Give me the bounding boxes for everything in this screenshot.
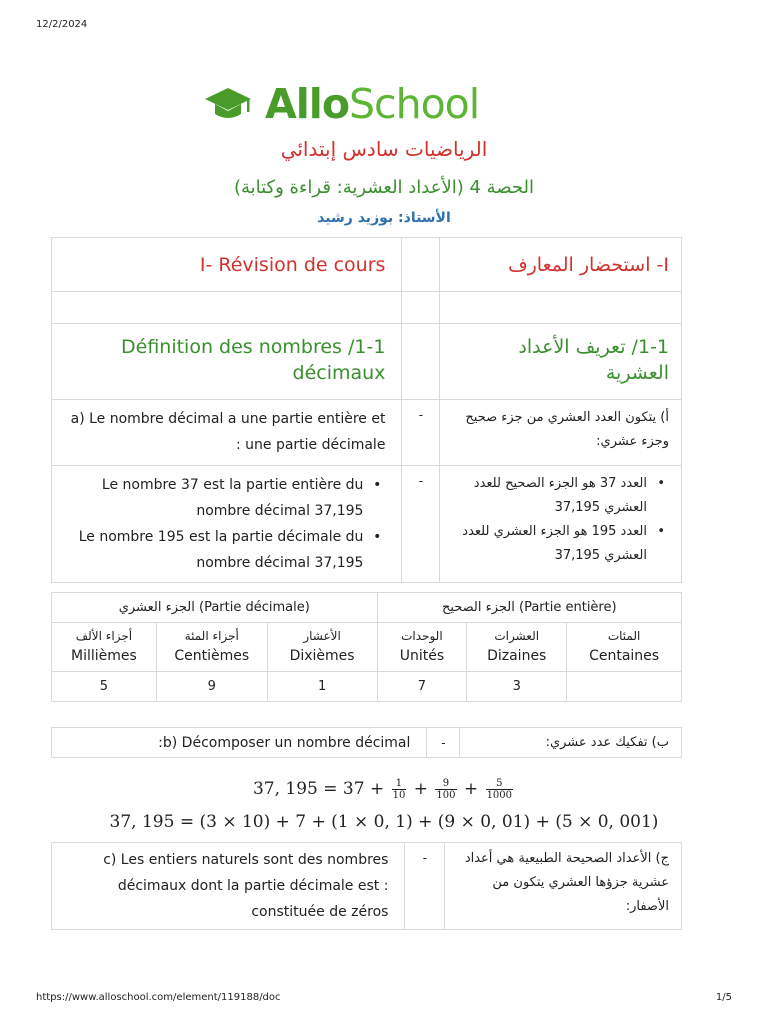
table-row xyxy=(52,623,682,672)
digit-cell: 7 xyxy=(377,672,467,702)
col-centaines: المئات Centaines xyxy=(567,623,682,672)
table-row xyxy=(52,238,682,292)
print-date: 12/2/2024 xyxy=(36,19,88,30)
fraction: $\frac{5}{1000}$ xyxy=(486,778,513,801)
table-row xyxy=(52,593,682,623)
digit-cell: 1 xyxy=(267,672,377,702)
mid-dash: - xyxy=(427,728,460,758)
digit-cell: 5 xyxy=(52,672,157,702)
fraction: $\frac{1}{10}$ xyxy=(392,778,406,801)
digit-cell: 3 xyxy=(467,672,567,702)
empty-cell xyxy=(52,292,402,324)
lesson-title: الحصة 4 (الأعداد العشرية: قراءة وكتابة) xyxy=(233,177,535,198)
table-row xyxy=(52,728,682,758)
lesson-table xyxy=(51,237,682,583)
integer-part-header: الجزء الصحيح (Partie entière) xyxy=(377,593,682,623)
page-number: 1/5 xyxy=(715,992,732,1003)
equation-fractions: 37, 195 = 37 + $\frac{1}{10}$ + $\frac{9}{100}$ + $\frac{5}{1000}$ xyxy=(252,778,513,801)
footer-url[interactable]: https://www.alloschool.com/element/119188/doc xyxy=(36,992,281,1003)
teacher-name: الأستاذ: بوزيد رشيد xyxy=(317,210,451,226)
table-row xyxy=(52,324,682,400)
mid-cell xyxy=(402,324,440,400)
col-unités: الوحدات Unités xyxy=(377,623,467,672)
col-centièmes: أجزاء المئة Centièmes xyxy=(156,623,267,672)
table-row xyxy=(52,400,682,466)
equation-products: 37, 195 = (3 × 10) + 7 + (1 × 0, 1) + (9 × 0, 01) + (5 × 0, 001) xyxy=(109,812,659,832)
table-row xyxy=(52,672,682,702)
list-item: Le nombre 195 est la partie décimale du nombre décimal 37,195 • xyxy=(64,524,385,576)
list-item: • العدد 195 هو الجزء العشري للعدد العشري 37,195 xyxy=(450,520,669,568)
table-row xyxy=(52,292,682,324)
mid-cell xyxy=(402,238,440,292)
alloschool-logo[interactable] xyxy=(203,78,479,130)
decimal-part-header: الجزء العشري (Partie décimale) xyxy=(52,593,378,623)
mid-dash: - xyxy=(405,843,445,930)
subject-title: الرياضيات سادس إبتدائي xyxy=(280,137,488,161)
table-row xyxy=(52,843,682,930)
naturals-table xyxy=(51,842,682,930)
logo-part-school: School xyxy=(349,80,480,128)
ar-section-heading: I- استحضار المعارف xyxy=(440,238,682,292)
list-item: Le nombre 37 est la partie entière du nombre décimal 37,195 • xyxy=(64,472,385,524)
list-item: • العدد 37 هو الجزء الصحيح للعدد العشري 37,195 xyxy=(450,472,669,520)
mid-dash: - xyxy=(402,466,440,583)
ar-definition-heading: 1-1/ تعريف الأعداد العشرية xyxy=(440,324,682,400)
logo-wordmark xyxy=(265,80,479,128)
mid-dash: - xyxy=(402,400,440,466)
digit-cell: 9 xyxy=(156,672,267,702)
fr-section-heading: I- Révision de cours xyxy=(52,238,402,292)
fr-bullets xyxy=(52,466,402,583)
graduation-cap-icon xyxy=(203,84,253,124)
ar-row-c: ج) الأعداد الصحيحة الطبيعية هي أعداد عشرية جزؤها العشري يتكون من الأصفار: xyxy=(445,843,682,930)
place-value-table xyxy=(51,592,682,702)
equation-lhs: 37, 195 = 37 + xyxy=(252,779,385,799)
col-millièmes: أجزاء الألف Millièmes xyxy=(52,623,157,672)
col-dizaines: العشرات Dizaines xyxy=(467,623,567,672)
digit-cell xyxy=(567,672,682,702)
logo-part-allo: Allo xyxy=(265,80,350,128)
empty-cell xyxy=(440,292,682,324)
empty-cell xyxy=(402,292,440,324)
ar-decompose: ب) تفكيك عدد عشري: xyxy=(460,728,682,758)
decompose-table xyxy=(51,727,682,758)
ar-row-a: أ) يتكون العدد العشري من جزء صحيح وجزء عشري: xyxy=(440,400,682,466)
fr-definition-heading: Définition des nombres /1-1 décimaux xyxy=(52,324,402,400)
fr-decompose: :b) Décomposer un nombre décimal xyxy=(52,728,427,758)
fr-row-c: c) Les entiers naturels sont des nombres décimaux dont la partie décimale est : constituée de zéros xyxy=(52,843,405,930)
ar-bullets xyxy=(440,466,682,583)
fraction: $\frac{9}{100}$ xyxy=(436,778,456,801)
fr-row-a: a) Le nombre décimal a une partie entière et : une partie décimale xyxy=(52,400,402,466)
table-row xyxy=(52,466,682,583)
col-dixièmes: الأعشار Dixièmes xyxy=(267,623,377,672)
